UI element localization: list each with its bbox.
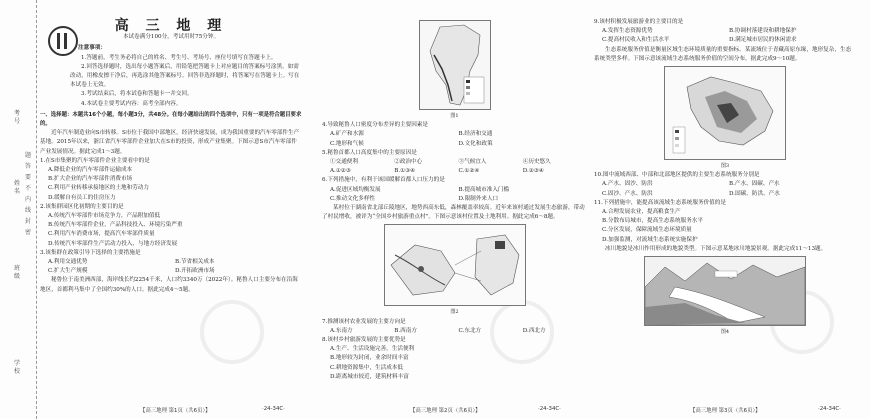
q2-option-a[interactable]: A.传统汽车零部件市场竞争力，产品附加值低 (48, 213, 161, 220)
q1-option-c[interactable]: C.利用产业转移承接地区的土地和劳动力 (48, 185, 149, 192)
q6-option-d[interactable]: D.限制外来人口 (458, 195, 499, 202)
q7-option-a[interactable]: A.东南方 (330, 327, 353, 334)
q1-option-d[interactable]: D.缓解自有员工的住房压力 (48, 194, 116, 201)
q5-statement-2: ②政治中心 (394, 159, 423, 166)
q5-choice-d[interactable]: D.②③④ (522, 168, 544, 175)
note-item: 2.回答选择题时，选出每小题答案后，用铅笔把答题卡上对应题目的答案标号涂黑。如需改动，用橡皮擦干净后，再选涂其他答案标号。回答非选择题时，将答案写在答题卡上。写在本试卷上无效。 (70, 63, 300, 89)
passage-3: 某村位于湖南省北部丘陵地区，地势西高东低，森林覆盖率较高。近年来该村通过发展生态旅游，带动了村民增收，被评为“全国乡村旅游重点村”。下图示意该村位置及土地利用。据此完成6～8题。 (322, 205, 585, 221)
q6-options-row (322, 195, 587, 204)
q7-option-c[interactable]: C.东北方 (458, 327, 482, 334)
q9-option-b[interactable]: B.协调村落建设和耕地保护 (729, 28, 797, 35)
q3-option-a[interactable]: A.利用交通优势 (48, 259, 88, 266)
question-3: 3.该集群在政策引导下选择的主要措施是 (40, 249, 141, 256)
figure-1-peru-map (419, 20, 491, 110)
q5-choice-a[interactable]: A.①②③ (330, 168, 351, 175)
q4-options-row (322, 130, 587, 139)
q3-option-b[interactable]: B.节省相关成本 (175, 259, 215, 266)
cut-word: 题 (24, 152, 31, 159)
figure-2-village-map (384, 224, 526, 306)
exam-info: 本试卷满分100分，考试用时75分钟。 (122, 34, 220, 41)
footer-code-1: ·24-34C· (262, 406, 285, 412)
q2-option-b[interactable]: B.传统汽车零部件企业，产品科技投入、环境污染严重 (48, 222, 183, 229)
q5-choice-c[interactable]: C.①②④ (458, 168, 480, 175)
q8-option-a[interactable]: A.生产、生活设施完善，生活便利 (330, 346, 415, 353)
q10-options-row (594, 190, 856, 199)
q8-option-c[interactable]: C.耕地资源集中，生活成本低 (330, 364, 403, 371)
village-map-graphic (385, 225, 525, 305)
cut-word: 密 (24, 229, 31, 236)
column-1 (40, 18, 302, 295)
exam-title: 高 三 地 理 (114, 18, 228, 34)
footer-page-3: 【高三地理 第3页（共6页）】 (690, 408, 761, 414)
cut-word: 内 (24, 196, 31, 203)
peru-map-graphic (420, 21, 490, 109)
q3-options-row (40, 258, 302, 267)
note-item: 1.答题前，考生务必将自己的姓名、考生号、考场号、座位号填写在答题卡上。 (81, 54, 277, 61)
note-item: 3.考试结束后，将本试卷和答题卡一并交回。 (81, 91, 193, 98)
passage-1: 近年汽车制造业向S市转移。S市位于我国中部地区，经济快速发展，成为我国重要的汽车零部件生产基地。2015年以来，浙江省汽车零部件企业加大在S市的投资，形成产业集聚。下图示意S市汽车零部件产业发展情况。据此完成1～3题。 (40, 130, 300, 155)
passage-5: 冰川地貌是冰川作用形成的地貌类型。下图示意某地冰川地貌景观。据此完成11～13题。 (605, 245, 827, 252)
question-10: 10.图中流域西部、中部和北部地区提供的主要生态系统服务分别是 (594, 172, 760, 179)
cut-word: 不 (24, 185, 31, 192)
section-heading: 一、选择题：本题共16个小题，每小题3分，共48分。在每小题给出的四个选项中，只有一项是符合题目要求的。 (40, 111, 302, 128)
figure-4-glacier-landscape (644, 256, 806, 326)
q7-options-row (322, 327, 587, 336)
binding-label-exam-number: 考号 (13, 110, 20, 125)
cut-word: 答 (24, 163, 31, 170)
q7-option-d[interactable]: D.西北方 (522, 327, 546, 334)
q5-statement-1: ①交通便利 (330, 159, 358, 166)
q7-option-b[interactable]: B.西南方 (394, 327, 417, 334)
basin-map-graphic (665, 67, 785, 159)
q6-option-c[interactable]: C.推动文化多样性 (330, 195, 376, 202)
figure-3-caption: 图3 (720, 163, 730, 170)
footer-page-1: 【高三地理 第1页（共6页）】 (140, 408, 211, 414)
question-9: 9.该村积极发展旅游业的主要目的是 (594, 19, 684, 25)
binding-label-name: 姓名 (13, 180, 20, 195)
question-1: 1.在S市集聚的汽车零部件企业主要看中的是 (40, 157, 150, 164)
q5-statement-4: ④历史悠久 (522, 159, 551, 166)
q8-option-b[interactable]: B.地形较为封闭，业余时间丰富 (330, 355, 409, 362)
q5-statement-3: ③气候宜人 (458, 159, 487, 166)
q1-option-a[interactable]: A.降低企业的汽车零部件运输成本 (48, 167, 133, 174)
q10-option-d[interactable]: D.固碳、防洪、产水 (729, 190, 780, 197)
column-2 (322, 18, 587, 382)
q3-option-c[interactable]: C.扩大生产规模 (48, 268, 88, 275)
notes-heading: 注意事项： (78, 45, 106, 52)
footer-code-2: ·24-34C· (538, 406, 561, 412)
q4-option-b[interactable]: B.经济和交通 (458, 131, 493, 138)
column-3 (594, 18, 856, 337)
question-2: 2.该集群园区化初期的主要目的是 (40, 203, 124, 210)
question-6: 6.下列措施中，有利于该国缓解首都人口压力的是 (322, 177, 445, 184)
note-item: 4.本试卷主要考试内容：高考全部内容。 (81, 100, 182, 107)
figure-1-caption: 图1 (450, 113, 459, 119)
q2-option-c[interactable]: C.利用汽车消费市场，提高汽车零部件质量 (48, 231, 155, 238)
glacier-landscape-graphic (645, 257, 805, 325)
q10-option-c[interactable]: C.固沙、产水、防洪 (602, 190, 653, 197)
q5-choice-b[interactable]: B.①③④ (394, 168, 416, 175)
q2-option-d[interactable]: D.传统汽车零部件生产活动力投入，与地方经济发展 (48, 240, 178, 247)
question-8: 8.该村乡村旅游发展的主要优势是 (322, 337, 406, 344)
q4-option-c[interactable]: C.地形和气候 (330, 140, 364, 147)
q9-option-c[interactable]: C.提高村民收入和生活水平 (602, 37, 670, 44)
question-7: 7.推测该村农业发展的主要方向是 (322, 318, 406, 325)
q11-option-c[interactable]: C.分区发展，保障流域生态环境质量 (602, 227, 692, 234)
figure-3-basin-map (664, 66, 786, 160)
watermark (200, 300, 264, 364)
q3-option-d[interactable]: D.开拓欧洲市场 (175, 268, 215, 275)
passage-4: 生态系统服务价值是衡量区域生态环境质量的重要指标。某流域位于青藏高原东缘，地形复杂，生态系统类型多样。下图示意该流域生态系统服务价值的空间分布。据此完成9～10题。 (594, 46, 852, 62)
binding-label-class: 班级 (13, 265, 20, 280)
q9-option-a[interactable]: A.发挥生态资源优势 (602, 28, 653, 35)
q11-option-a[interactable]: A.合理发展农业，提高粮食生产 (602, 209, 681, 216)
q9-options-row (594, 36, 856, 45)
q6-options-row (322, 186, 587, 195)
binding-label-school: 学校 (13, 360, 20, 375)
q6-option-a[interactable]: A.促进区域均衡发展 (330, 186, 381, 193)
q11-option-d[interactable]: D.加强监测，对流域生态系统实施保护 (602, 236, 698, 243)
q6-option-b[interactable]: B.提高城市准入门槛 (458, 186, 510, 193)
q3-options-row (40, 267, 302, 276)
q10-options-row (594, 180, 856, 189)
q4-options-row (322, 140, 587, 149)
footer-code-3: ·24-34C· (818, 406, 841, 412)
question-5: 5.秘鲁首都人口高度集中的主要原因是 (322, 149, 417, 156)
figure-2-caption: 图2 (450, 309, 459, 316)
footer-page-2: 【高三地理 第2页（共6页）】 (410, 408, 481, 414)
cut-word: 封 (24, 218, 31, 225)
q10-option-a[interactable]: A.产水、固沙、防洪 (602, 181, 653, 188)
question-11: 11.下列措施中，能提高该流域生态系统服务价值的是 (594, 199, 726, 206)
q4-option-a[interactable]: A.矿产和水源 (330, 131, 364, 138)
cut-word: 要 (24, 174, 31, 181)
q5-statements-row (322, 158, 587, 167)
question-4: 4.导致秘鲁人口密度分布差异的主要因素是 (322, 122, 429, 129)
q11-option-b[interactable]: B.分散布局城市，提高生态系统服务水平 (602, 218, 703, 225)
q1-option-b[interactable]: B.扩大企业的汽车零部件消费市场 (48, 176, 133, 183)
q10-option-b[interactable]: B.产水、固碳、产水 (729, 181, 780, 188)
figure-4-caption: 图4 (720, 329, 730, 336)
cut-word: 线 (24, 207, 31, 214)
cut-line-words (24, 150, 32, 238)
q9-options-row (594, 27, 856, 36)
q9-option-d[interactable]: D.满足城市居民的休闲需求 (729, 37, 797, 44)
q5-choices-row (322, 167, 587, 176)
q4-option-d[interactable]: D.文化和政策 (458, 140, 493, 147)
passage-2: 秘鲁位于南美洲西部，海岸线长约2254千米，人口约3340万（2022年）。秘鲁人口主要分布在沿海地区，首都利马集中了全国约30%的人口。据此完成4～5题。 (40, 277, 298, 293)
q8-option-d[interactable]: D.距离城市较近，建筑材料丰富 (330, 373, 409, 380)
